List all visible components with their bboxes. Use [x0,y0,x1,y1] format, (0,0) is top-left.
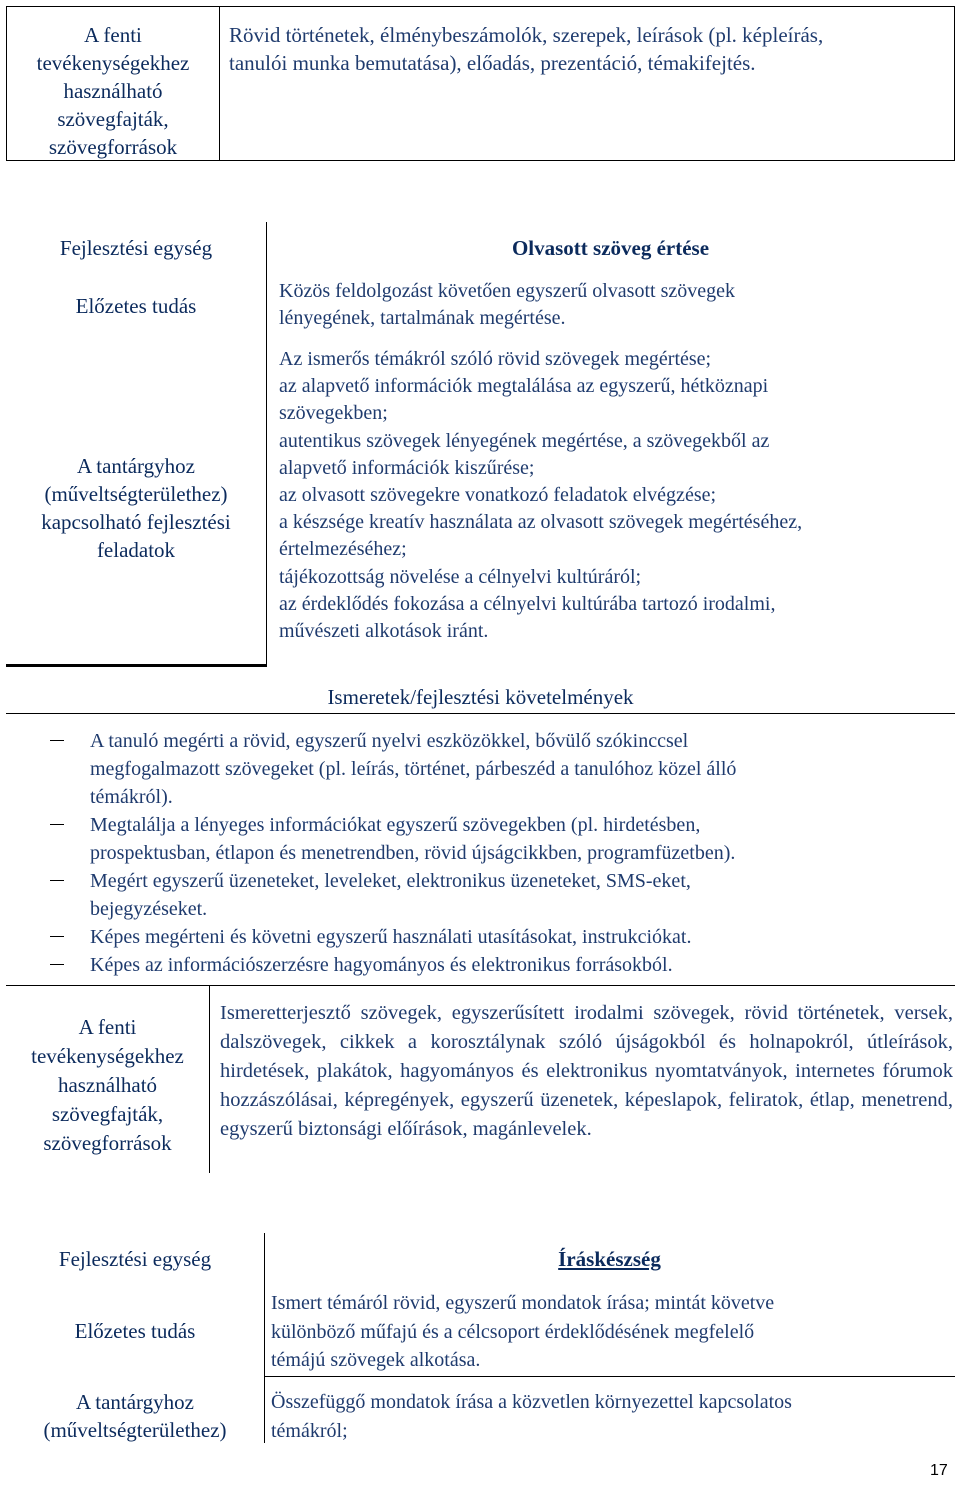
label-line: szövegfajták, [57,107,169,131]
text-line: bejegyzéseket. [90,898,208,920]
label-line: A fenti [78,1015,137,1039]
dev-unit-title: Íráskészség [558,1247,661,1271]
dash-bullet [50,936,64,937]
dash-bullet [50,964,64,965]
dash-bullet [50,824,64,825]
text-line: Összefüggő mondatok írása a közvetlen környezettel kapcsolatos [271,1391,792,1413]
label-line: szövegfajták, [51,1102,164,1126]
list-item [6,811,910,867]
text-line: alapvető információk kiszűrése; [279,456,535,479]
text-sources-content [229,21,949,77]
text-line: Képes megérteni és követni egyszerű használati utasításokat, instrukciókat. [90,926,692,948]
label-line: szövegforrások [43,1131,172,1155]
text-line: a készsége kreatív használata az olvasott szövegek megértéséhez, [279,511,803,534]
prior-knowledge-label: Előzetes tudás [74,1319,196,1343]
dash-bullet [50,880,64,881]
text-sources-table-2 [6,985,955,1173]
label-line: A tantárgyhoz [76,454,195,478]
text-line: autentikus szövegek lényegének megértése, a szövegekből az [279,429,770,452]
text-line: Megért egyszerű üzeneteket, leveleket, elektronikus üzeneteket, SMS-eket, [90,870,691,892]
text-line: szövegekben; [279,402,388,425]
label-line: A fenti [84,23,142,47]
label-line: tevékenységekhez [31,1044,184,1068]
text-line: különböző műfajú és a célcsoport érdeklődésének megfelelő [271,1320,755,1343]
label-line: (műveltségterülethez) [43,1418,227,1442]
text-line: az olvasott szövegekre vonatkozó feladatok elvégzése; [279,484,717,507]
text-sources-label [7,7,220,160]
label-line: kapcsolható fejlesztési [41,510,231,534]
text-line: Rövid történetek, élménybeszámolók, szerepek, leírások (pl. képleírás, [229,23,824,47]
text-line: témájú szövegek alkotása. [271,1349,481,1371]
label-line: (műveltségterülethez) [44,482,228,506]
list-item [6,867,910,923]
tasks-text [271,1388,951,1445]
tasks-label [6,452,266,564]
label-line: tevékenységekhez [36,51,190,75]
column-divider [209,985,210,1173]
text-line: értelmezéséhez; [279,538,407,561]
text-sources-table-1 [6,6,955,161]
text-line: témákról; [271,1419,348,1442]
text-line: Az ismerős témákról szóló rövid szövegek megértése; [279,348,712,370]
row-divider [264,1376,955,1377]
tasks-text [279,346,949,645]
prior-knowledge-label: Előzetes tudás [75,294,197,318]
list-item [6,951,910,979]
reading-comprehension-table [6,222,955,667]
dev-unit-title: Olvasott szöveg értése [511,236,710,260]
tasks-label [6,1388,264,1444]
label-line: használható [57,1073,158,1097]
text-line: az érdeklődés fokozása a célnyelvi kultúrába tartozó irodalmi, [279,592,776,615]
label-line: használható [63,79,163,103]
writing-skill-table [6,1233,955,1443]
prior-knowledge-text [279,278,949,332]
text-line: megfogalmazott szövegeket (pl. leírás, történet, párbeszéd a tanulóhoz közel álló [90,758,737,780]
list-item [6,923,910,951]
text-line: A tanuló megérti a rövid, egyszerű nyelvi eszközökkel, bővülő szókinccsel [90,730,689,752]
label-line: szövegforrások [48,135,178,159]
text-sources-content: Ismeretterjesztő szövegek, egyszerűsített irodalmi szövegek, rövid történetek, versek, dalszövegek, cikkek a korosztálynak szóló újságokból és holnapokról, útleírások, hirdetések, plakátok, hagyományos és elektronikus nyomtatványok, internetes fórumok hozzászólásai, képregények, egyszerű üzenetek, képeslapok, feliratok, étlap, menetrend, egyszerű biztonsági előírások, magánlevelek. [220,1002,953,1140]
text-line: Képes az információszerzésre hagyományos és elektronikus forrásokból. [90,954,673,976]
text-line: tájékozottság növelése a célnyelvi kultúráról; [279,565,642,588]
text-line: prospektusban, étlapon és menetrendben, rövid újságcikkben, programfüzetben). [90,842,736,864]
requirements-divider [6,713,955,714]
prior-knowledge-text [271,1289,951,1375]
text-line: Közös feldolgozást követően egyszerű olvasott szövegek [279,280,735,302]
text-sources-label [6,1013,209,1158]
dev-unit-label: Fejlesztési egység [58,1247,212,1271]
text-line: lényegének, tartalmának megértése. [279,307,566,329]
requirements-section [6,683,955,983]
label-line: A tantárgyhoz [75,1390,194,1414]
dash-bullet [50,740,64,741]
text-line: Megtalálja a lényeges információkat egyszerű szövegekben (pl. hirdetésben, [90,814,701,836]
dev-unit-label: Fejlesztési egység [59,236,213,260]
text-line: Ismert témáról rövid, egyszerű mondatok írása; mintát követve [271,1292,775,1314]
requirements-list [6,727,910,979]
row-divider [6,985,955,986]
requirements-title: Ismeretek/fejlesztési követelmények [327,685,634,709]
label-line: feladatok [96,538,176,562]
row-divider [6,664,266,667]
column-divider [266,222,267,667]
page-number: 17 [930,1462,948,1479]
text-line: témákról). [90,786,173,808]
text-line: művészeti alkotások iránt. [279,620,489,643]
text-line: az alapvető információk megtalálása az egyszerű, hétköznapi [279,375,769,398]
text-line: tanulói munka bemutatása), előadás, prezentáció, témakifejtés. [229,51,756,75]
list-item [6,727,910,811]
